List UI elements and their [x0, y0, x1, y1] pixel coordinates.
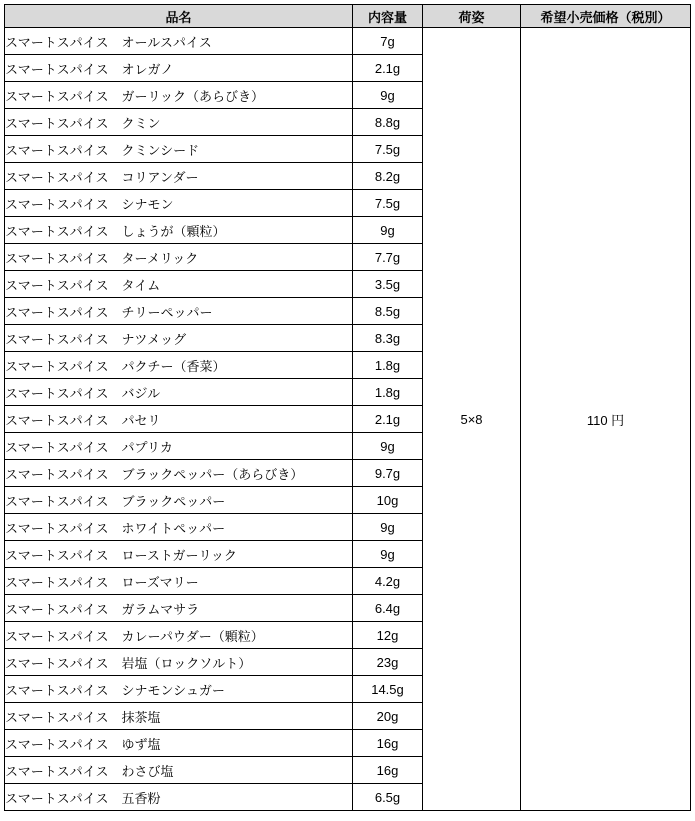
volume-cell: 14.5g [353, 676, 423, 703]
volume-cell: 7.7g [353, 244, 423, 271]
product-table [4, 4, 691, 811]
volume-cell: 9g [353, 82, 423, 109]
volume-cell: 9.7g [353, 460, 423, 487]
product-name-cell: スマートスパイス ローズマリー [5, 568, 353, 595]
product-name-cell: スマートスパイス シナモンシュガー [5, 676, 353, 703]
table-body [5, 28, 691, 811]
product-name-cell: スマートスパイス ナツメッグ [5, 325, 353, 352]
product-name-cell: スマートスパイス カレーパウダー（顆粒） [5, 622, 353, 649]
product-name-cell: スマートスパイス チリーペッパー [5, 298, 353, 325]
volume-cell: 7g [353, 28, 423, 55]
product-name-cell: スマートスパイス しょうが（顆粒） [5, 217, 353, 244]
volume-cell: 7.5g [353, 136, 423, 163]
product-name-cell: スマートスパイス ホワイトペッパー [5, 514, 353, 541]
product-name-cell: スマートスパイス シナモン [5, 190, 353, 217]
product-name-cell: スマートスパイス オールスパイス [5, 28, 353, 55]
volume-cell: 16g [353, 730, 423, 757]
volume-cell: 2.1g [353, 55, 423, 82]
product-name-cell: スマートスパイス クミン [5, 109, 353, 136]
product-name-cell: スマートスパイス ガーリック（あらびき） [5, 82, 353, 109]
price-cell: 110 円 [521, 28, 691, 811]
volume-cell: 4.2g [353, 568, 423, 595]
product-name-cell: スマートスパイス クミンシード [5, 136, 353, 163]
volume-cell: 10g [353, 487, 423, 514]
product-name-cell: スマートスパイス パセリ [5, 406, 353, 433]
volume-cell: 8.2g [353, 163, 423, 190]
volume-cell: 23g [353, 649, 423, 676]
product-name-cell: スマートスパイス バジル [5, 379, 353, 406]
product-name-cell: スマートスパイス ブラックペッパー [5, 487, 353, 514]
volume-cell: 8.3g [353, 325, 423, 352]
product-name-cell: スマートスパイス ターメリック [5, 244, 353, 271]
product-name-cell: スマートスパイス わさび塩 [5, 757, 353, 784]
header-volume: 内容量 [353, 5, 423, 28]
volume-cell: 7.5g [353, 190, 423, 217]
volume-cell: 9g [353, 514, 423, 541]
product-name-cell: スマートスパイス 五香粉 [5, 784, 353, 811]
product-name-cell: スマートスパイス ブラックペッパー（あらびき） [5, 460, 353, 487]
volume-cell: 8.8g [353, 109, 423, 136]
volume-cell: 20g [353, 703, 423, 730]
volume-cell: 6.5g [353, 784, 423, 811]
table-row [5, 28, 691, 55]
product-name-cell: スマートスパイス 抹茶塩 [5, 703, 353, 730]
product-name-cell: スマートスパイス ゆず塩 [5, 730, 353, 757]
header-packing: 荷姿 [423, 5, 521, 28]
product-name-cell: スマートスパイス オレガノ [5, 55, 353, 82]
volume-cell: 2.1g [353, 406, 423, 433]
product-name-cell: スマートスパイス パクチー（香菜） [5, 352, 353, 379]
volume-cell: 9g [353, 433, 423, 460]
volume-cell: 1.8g [353, 379, 423, 406]
product-name-cell: スマートスパイス ローストガーリック [5, 541, 353, 568]
volume-cell: 1.8g [353, 352, 423, 379]
volume-cell: 16g [353, 757, 423, 784]
volume-cell: 12g [353, 622, 423, 649]
volume-cell: 9g [353, 541, 423, 568]
packing-cell: 5×8 [423, 28, 521, 811]
product-name-cell: スマートスパイス ガラムマサラ [5, 595, 353, 622]
product-name-cell: スマートスパイス 岩塩（ロックソルト） [5, 649, 353, 676]
header-row [5, 5, 691, 28]
product-name-cell: スマートスパイス パプリカ [5, 433, 353, 460]
header-name: 品名 [5, 5, 353, 28]
volume-cell: 6.4g [353, 595, 423, 622]
volume-cell: 9g [353, 217, 423, 244]
volume-cell: 3.5g [353, 271, 423, 298]
product-name-cell: スマートスパイス コリアンダー [5, 163, 353, 190]
product-name-cell: スマートスパイス タイム [5, 271, 353, 298]
volume-cell: 8.5g [353, 298, 423, 325]
header-price: 希望小売価格（税別） [521, 5, 691, 28]
